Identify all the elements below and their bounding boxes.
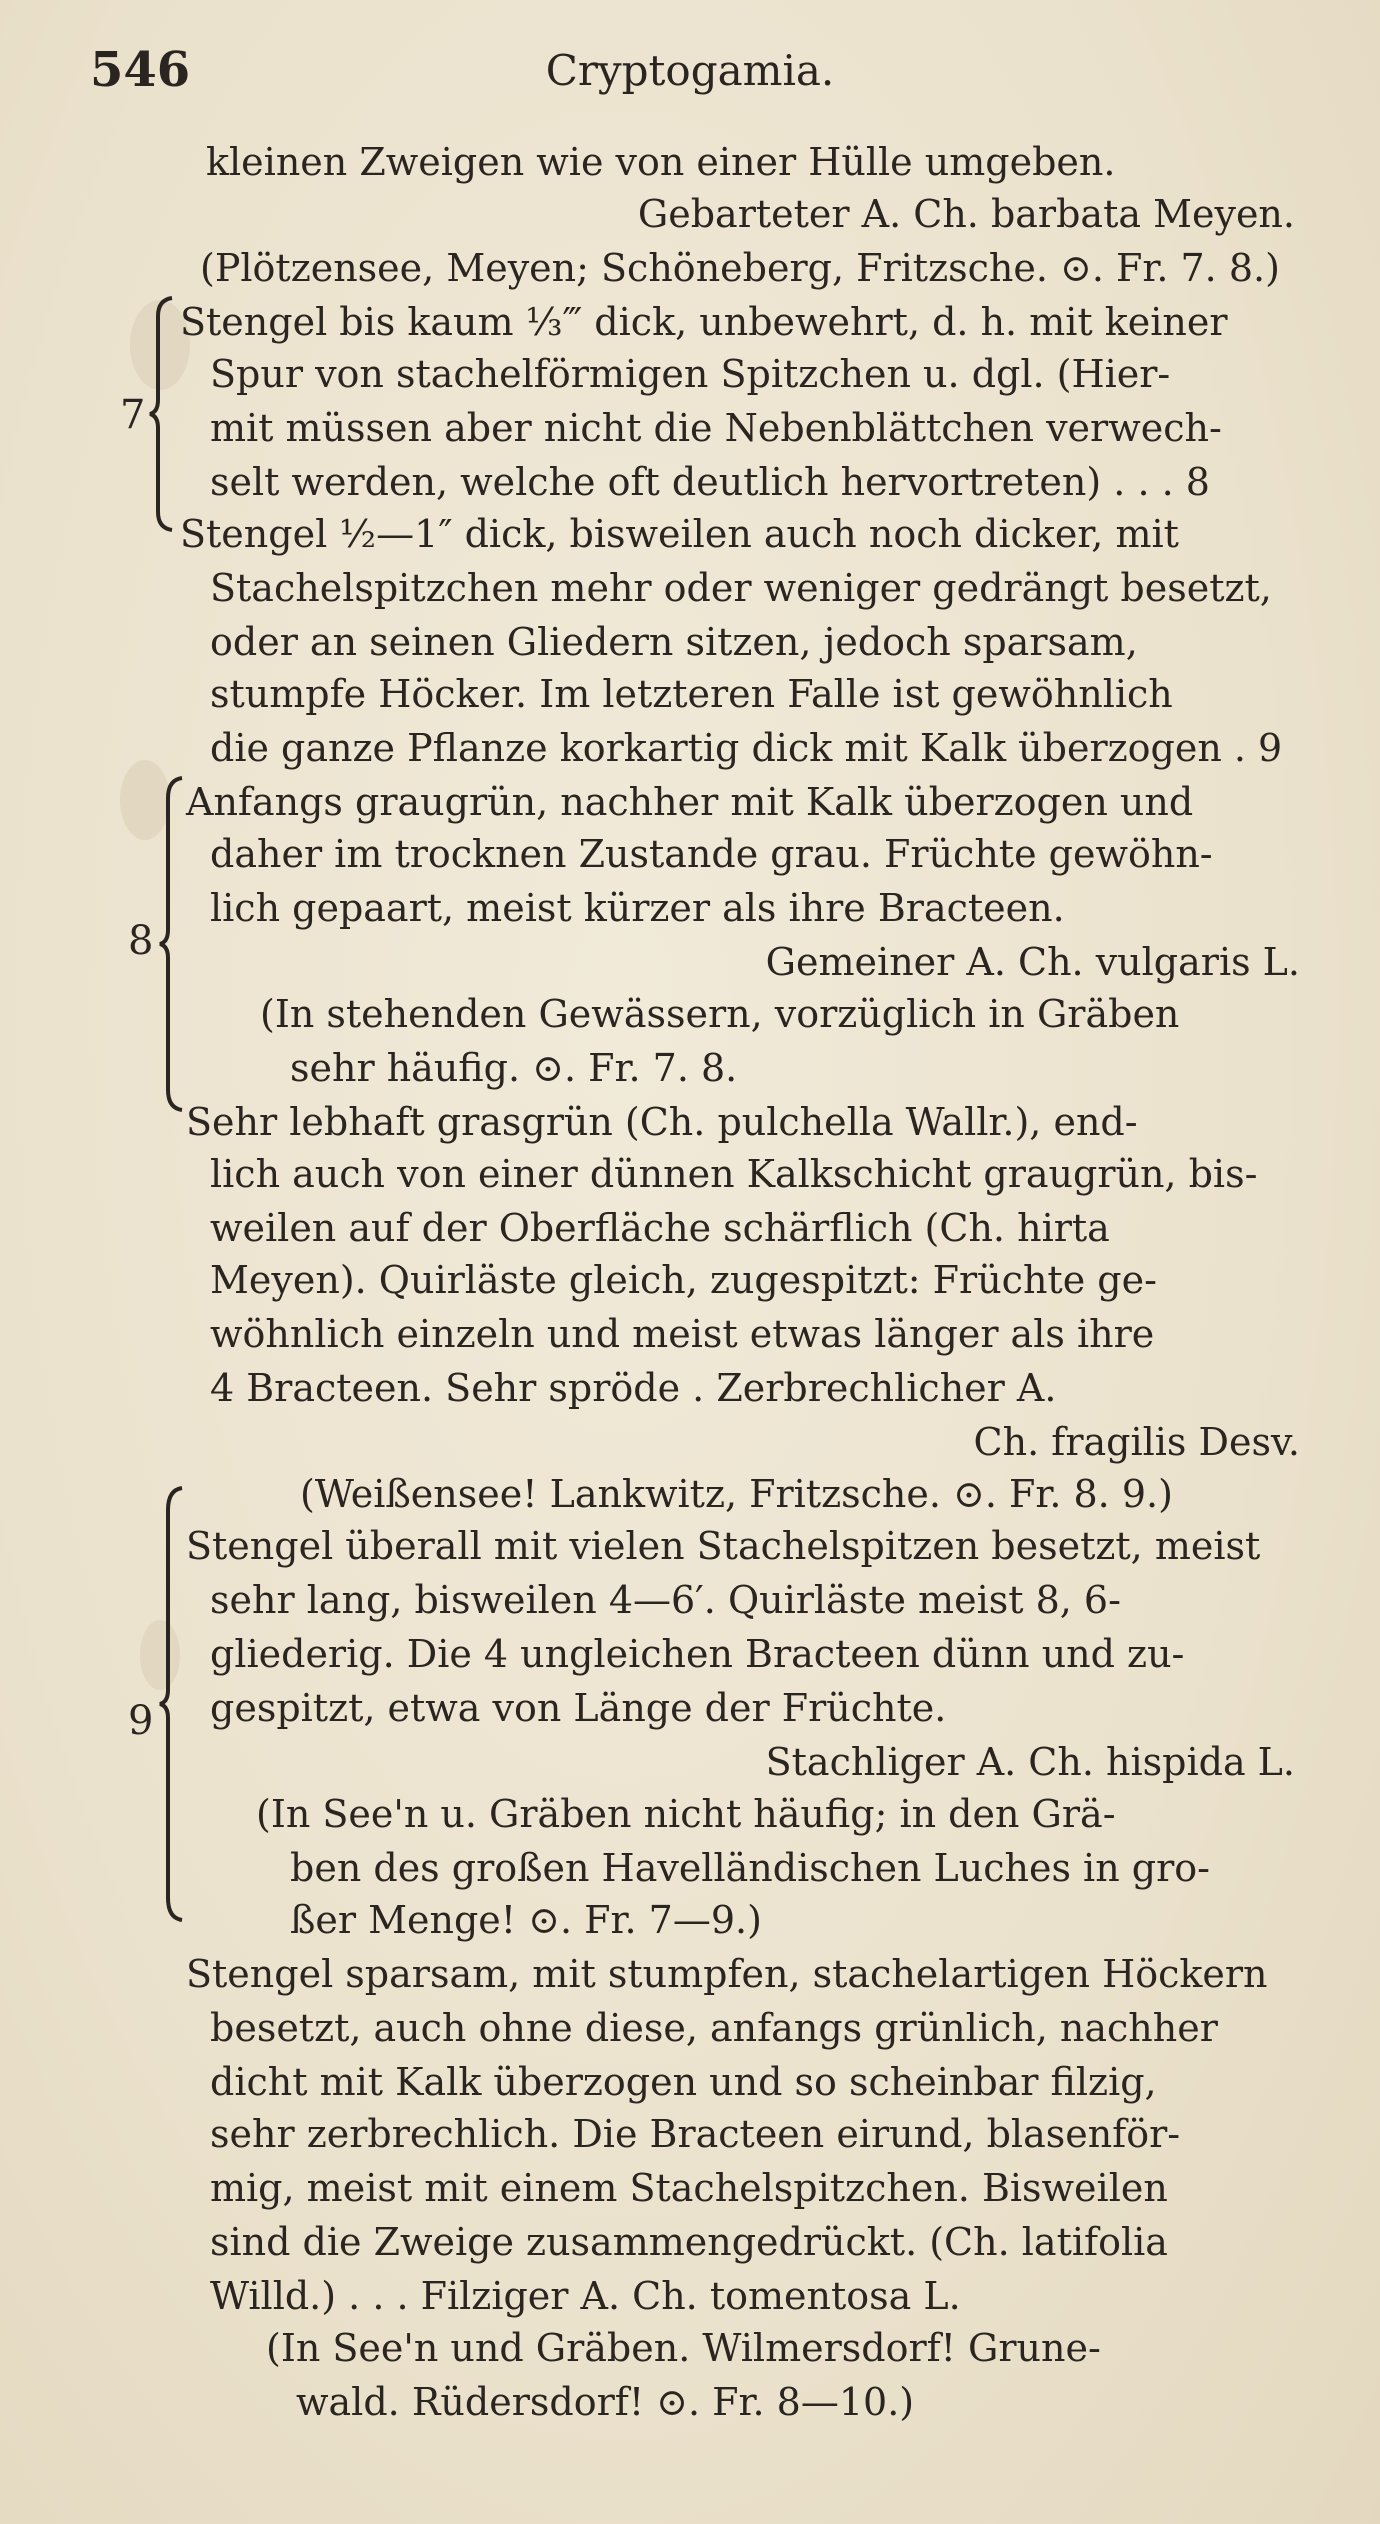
text-line: besetzt, auch ohne diese, anfangs grünlich, nachher <box>210 2006 1218 2050</box>
brace-9 <box>158 1486 186 1922</box>
text-line: mit müssen aber nicht die Nebenblättchen verwech- <box>210 406 1222 450</box>
text-line: lich gepaart, meist kürzer als ihre Bracteen. <box>210 886 1065 930</box>
text-line: sehr häufig. ⊙. Fr. 7. 8. <box>290 1046 738 1090</box>
text-line: Stengel ½—1″ dick, bisweilen auch noch dicker, mit <box>180 512 1179 556</box>
brace-7 <box>148 296 176 532</box>
text-line: Stengel bis kaum ⅓‴ dick, unbewehrt, d. h. mit keiner <box>180 300 1228 344</box>
text-line: Stengel überall mit vielen Stachelspitzen besetzt, meist <box>186 1524 1261 1568</box>
text-line: Stachelspitzchen mehr oder weniger gedrängt besetzt, <box>210 566 1272 610</box>
brace-number: 7 <box>120 392 146 438</box>
text-line: sehr zerbrechlich. Die Bracteen eirund, blasenför- <box>210 2112 1181 2156</box>
species-heading: Stachliger A. Ch. hispida L. <box>765 1740 1295 1784</box>
text-line: sind die Zweige zusammengedrückt. (Ch. latifolia <box>210 2220 1168 2264</box>
species-heading: Gebarteter A. Ch. barbata Meyen. <box>637 192 1295 236</box>
text-line: mig, meist mit einem Stachelspitzchen. Bisweilen <box>210 2166 1168 2210</box>
page-header <box>90 42 1290 112</box>
text-line: stumpfe Höcker. Im letzteren Falle ist gewöhnlich <box>210 672 1173 716</box>
text-line: (In stehenden Gewässern, vorzüglich in Gräben <box>260 992 1180 1036</box>
text-line: lich auch von einer dünnen Kalkschicht graugrün, bis- <box>210 1152 1258 1196</box>
text-line: (Plötzensee, Meyen; Schöneberg, Fritzsche. ⊙. Fr. 7. 8.) <box>200 246 1280 290</box>
text-line: (In See'n und Gräben. Wilmersdorf! Grune- <box>266 2326 1101 2370</box>
text-line: ßer Menge! ⊙. Fr. 7—9.) <box>290 1898 762 1942</box>
page-number: 546 <box>90 42 191 98</box>
text-line: Spur von stachelförmigen Spitzchen u. dgl. (Hier- <box>210 352 1171 396</box>
text-line: ben des großen Havelländischen Luches in gro- <box>290 1846 1210 1890</box>
species-heading: Gemeiner A. Ch. vulgaris L. <box>765 940 1300 984</box>
text-line: dicht mit Kalk überzogen und so scheinbar filzig, <box>210 2060 1157 2104</box>
text-line: Anfangs graugrün, nachher mit Kalk überzogen und <box>186 780 1194 824</box>
text-line: daher im trocknen Zustande grau. Früchte gewöhn- <box>210 832 1213 876</box>
text-line: Sehr lebhaft grasgrün (Ch. pulchella Wallr.), end- <box>186 1100 1138 1144</box>
text-line: kleinen Zweigen wie von einer Hülle umgeben. <box>206 140 1116 184</box>
text-line: Willd.) . . . Filziger A. Ch. tomentosa L. <box>210 2274 961 2318</box>
text-line: die ganze Pflanze korkartig dick mit Kalk überzogen . 9 <box>210 726 1283 770</box>
text-line: wöhnlich einzeln und meist etwas länger als ihre <box>210 1312 1155 1356</box>
brace-number: 8 <box>128 918 154 964</box>
text-line: Meyen). Quirläste gleich, zugespitzt: Früchte ge- <box>210 1258 1157 1302</box>
text-line: gliederig. Die 4 ungleichen Bracteen dünn und zu- <box>210 1632 1185 1676</box>
brace-8 <box>158 776 186 1112</box>
species-heading: Ch. fragilis Desv. <box>973 1420 1300 1464</box>
text-line: sehr lang, bisweilen 4—6′. Quirläste meist 8, 6- <box>210 1578 1121 1622</box>
text-line: (In See'n u. Gräben nicht häufig; in den Grä- <box>256 1792 1116 1836</box>
text-line: gespitzt, etwa von Länge der Früchte. <box>210 1686 947 1730</box>
text-line: wald. Rüdersdorf! ⊙. Fr. 8—10.) <box>296 2380 915 2424</box>
text-line: 4 Bracteen. Sehr spröde . Zerbrechlicher A. <box>210 1366 1057 1410</box>
brace-number: 9 <box>128 1698 154 1744</box>
running-title: Cryptogamia. <box>545 46 835 95</box>
text-line: selt werden, welche oft deutlich hervortreten) . . . 8 <box>210 460 1210 504</box>
text-line: Stengel sparsam, mit stumpfen, stachelartigen Höckern <box>186 1952 1268 1996</box>
text-line: oder an seinen Gliedern sitzen, jedoch sparsam, <box>210 620 1138 664</box>
text-line: weilen auf der Oberfläche schärflich (Ch. hirta <box>210 1206 1110 1250</box>
text-line: (Weißensee! Lankwitz, Fritzsche. ⊙. Fr. 8. 9.) <box>300 1472 1173 1516</box>
